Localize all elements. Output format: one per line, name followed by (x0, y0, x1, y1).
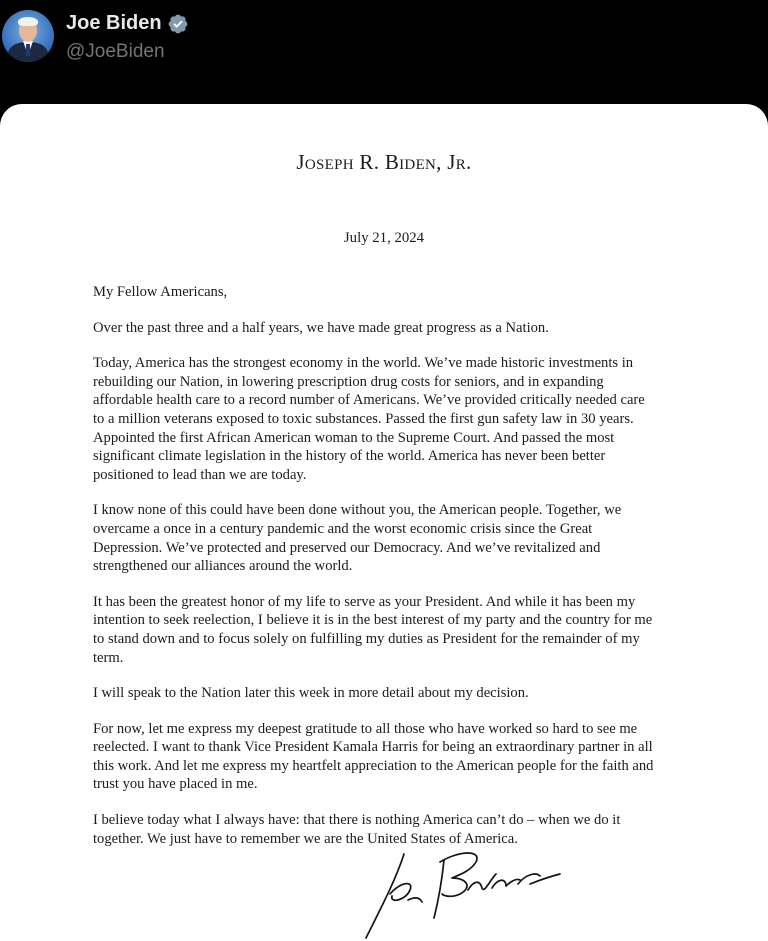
text-line: term. (93, 649, 124, 666)
text-line: Over the past three and a half years, we have made great progress as a Nation. (93, 319, 549, 336)
paragraph-1 (93, 319, 733, 338)
text-line: affordable health care to a record number of Americans. We’ve provided critically needed care (93, 392, 645, 409)
text-line: For now, let me express my deepest gratitude to all those who have worked so hard to see me (93, 720, 638, 737)
text-line: I know none of this could have been done without you, the American people. Together, we (93, 502, 622, 519)
text-line: trust you have placed in me. (93, 776, 258, 793)
text-line: positioned to lead than we are today. (93, 466, 307, 483)
paragraph-6 (93, 720, 733, 794)
paragraph-3 (93, 501, 733, 575)
letter-date: July 21, 2024 (343, 230, 425, 246)
paragraph-4 (93, 593, 733, 667)
paragraph-5 (93, 684, 733, 703)
tweet-header (0, 0, 768, 104)
text-line: It has been the greatest honor of my life to serve as your President. And while it has been my (93, 593, 636, 610)
text-line: reelected. I want to thank Vice President Kamala Harris for being an extraordinary partner in all (93, 739, 653, 756)
text-line: Today, America has the strongest economy in the world. We’ve made historic investments in (93, 355, 634, 372)
text-line: I will speak to the Nation later this week in more detail about my decision. (93, 685, 529, 702)
text-line: Appointed the first African American woman to the Supreme Court. And passed the most (93, 429, 615, 446)
paragraph-2 (93, 354, 733, 484)
letterhead: Joseph R. Biden, Jr. (296, 150, 472, 174)
avatar[interactable] (2, 10, 54, 62)
verified-badge-icon[interactable] (167, 13, 189, 35)
display-name[interactable]: Joe Biden (66, 12, 162, 34)
text-line: this work. And let me express my heartfelt appreciation to the American people for the faith and (93, 757, 654, 774)
text-line: significant climate legislation in the history of the world. America has never been better (93, 448, 606, 465)
signature-image (360, 844, 570, 941)
text-line: to stand down and to focus solely on fulfilling my duties as President for the remainder of my (93, 630, 640, 647)
avatar-hair (18, 17, 38, 26)
text-line: intention to seek reelection, I believe it is in the best interest of my party and the country for me (93, 612, 653, 629)
text-line: strengthened our alliances around the world. (93, 558, 353, 575)
avatar-tie (26, 44, 30, 56)
text-line: overcame a once in a century pandemic and the worst economic crisis since the Great (93, 520, 593, 537)
text-line: Depression. We’ve protected and preserved our Democracy. And we’ve revitalized and (93, 539, 601, 556)
user-handle[interactable]: @JoeBiden (66, 41, 165, 62)
text-line: I believe today what I always have: that there is nothing America can’t do – when we do it (93, 812, 621, 829)
letter-body (93, 283, 733, 865)
text-line: rebuilding our Nation, in lowering prescription drug costs for seniors, and in expanding (93, 373, 604, 390)
paragraph-7 (93, 811, 733, 848)
text-line: to a million veterans exposed to toxic substances. Passed the first gun safety law in 30 years. (93, 410, 634, 427)
salutation: My Fellow Americans, (93, 284, 228, 300)
text-line: together. We just have to remember we are the United States of America. (93, 830, 518, 847)
letter-image[interactable] (0, 104, 768, 941)
